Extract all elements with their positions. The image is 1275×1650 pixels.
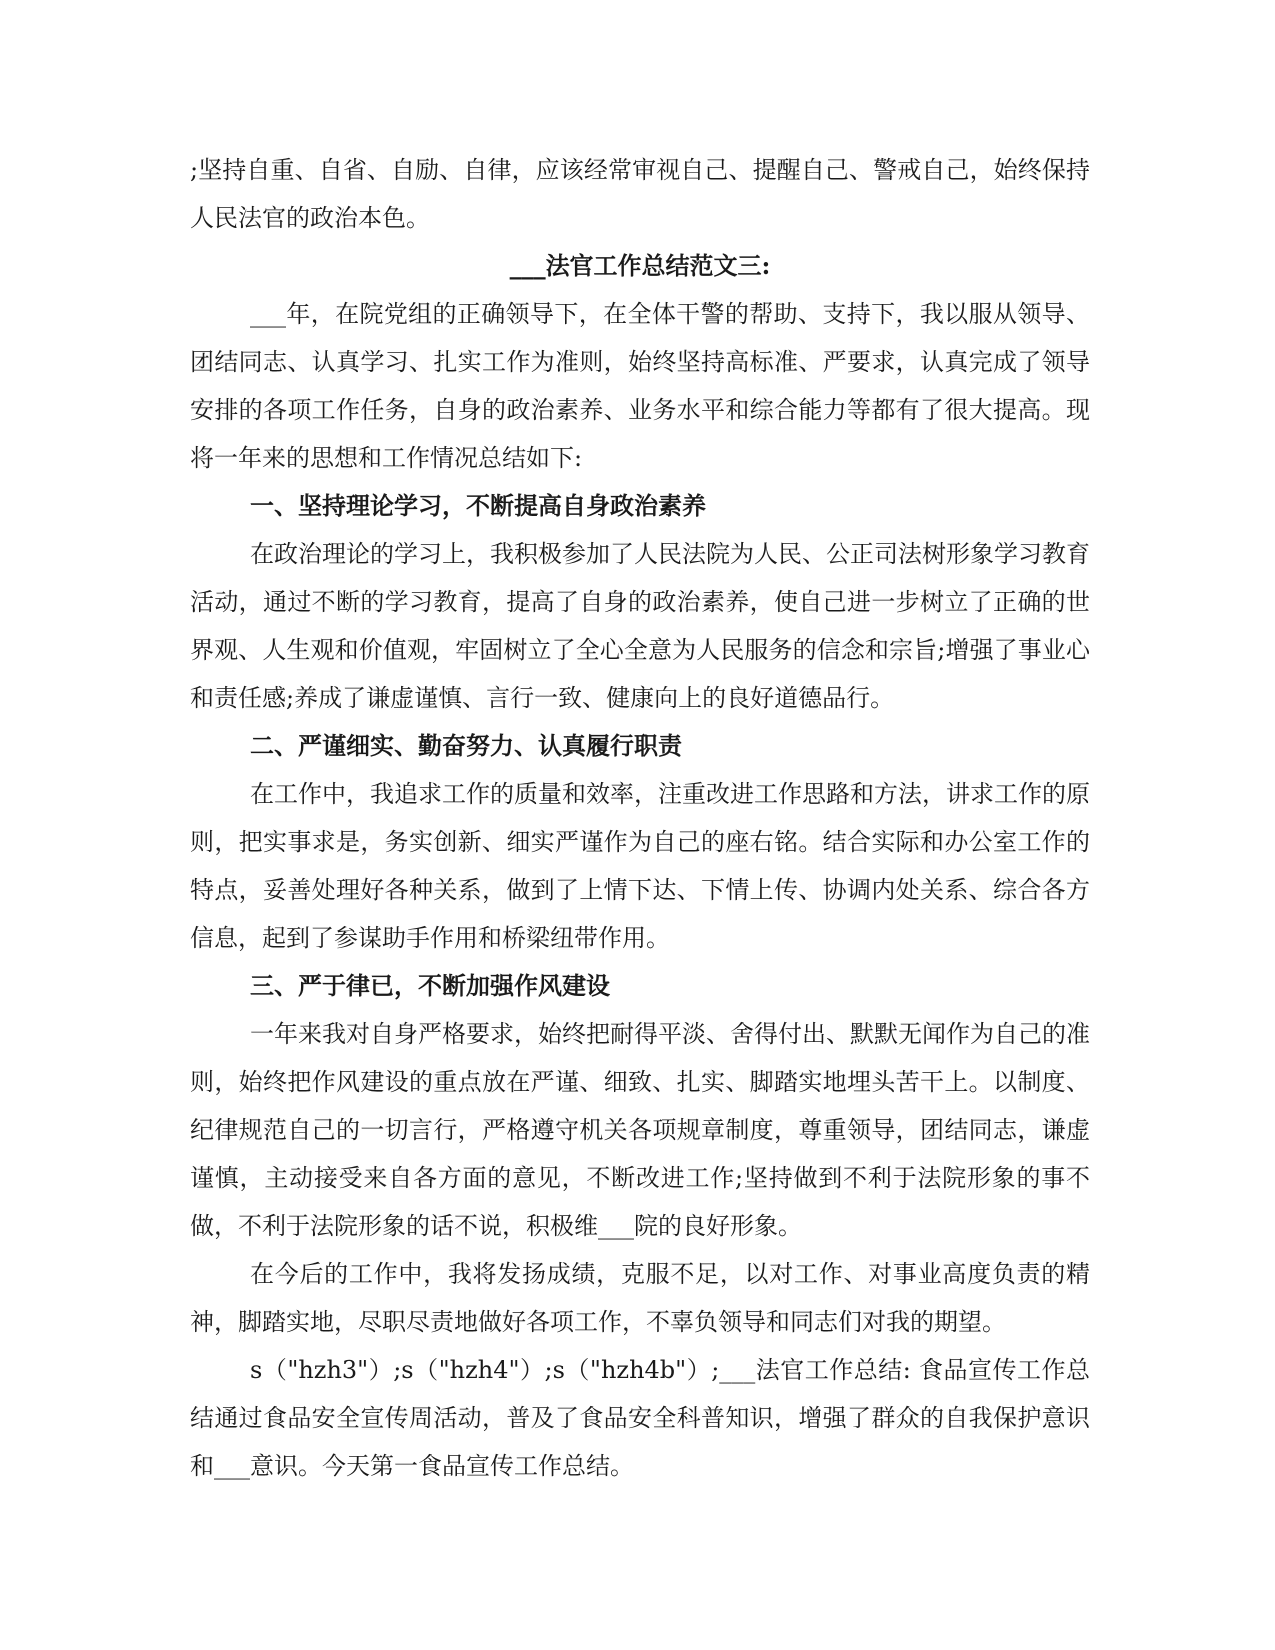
document-body xyxy=(190,146,1090,1490)
heading-1: 一、坚持理论学习，不断提高自身政治素养 xyxy=(250,491,706,520)
paragraph-food-summary: s（"hzh3"）;s（"hzh4"）;s（"hzh4b"）;___法官工作总结: 食品宣传工作总结通过食品安全宣传周活动，普及了食品安全科普知识，增强了群众的自我保护意识和___意识。今天第一食品宣传工作总结。 xyxy=(190,1356,1090,1480)
heading-3: 三、严于律已，不断加强作风建设 xyxy=(250,971,610,1000)
paragraph-discipline: 一年来我对自身严格要求，始终把耐得平淡、舍得付出、默默无闻作为自己的准则，始终把作风建设的重点放在严谨、细致、扎实、脚踏实地埋头苦干上。以制度、纪律规范自己的一切言行，严格遵守机关各项规章制度，尊重领导，团结同志，谦虚谨慎，主动接受来自各方面的意见，不断改进工作;坚持做到不利于法院形象的事不做，不利于法院形象的话不说，积极维___院的良好形象。 xyxy=(190,1020,1090,1240)
section-title: ___法官工作总结范文三: xyxy=(509,251,771,280)
paragraph-continuation: ;坚持自重、自省、自励、自律，应该经常审视自己、提醒自己、警戒自己，始终保持人民法官的政治本色。 xyxy=(190,156,1090,232)
heading-2: 二、严谨细实、勤奋努力、认真履行职责 xyxy=(250,731,682,760)
paragraph-intro: ___年，在院党组的正确领导下，在全体干警的帮助、支持下，我以服从领导、团结同志、认真学习、扎实工作为准则，始终坚持高标准、严要求，认真完成了领导安排的各项工作任务，自身的政治素养、业务水平和综合能力等都有了很大提高。现将一年来的思想和工作情况总结如下: xyxy=(190,300,1090,472)
paragraph-study: 在政治理论的学习上，我积极参加了人民法院为人民、公正司法树形象学习教育活动，通过不断的学习教育，提高了自身的政治素养，使自己进一步树立了正确的世界观、人生观和价值观，牢固树立了全心全意为人民服务的信念和宗旨;增强了事业心和责任感;养成了谦虚谨慎、言行一致、健康向上的良好道德品行。 xyxy=(190,540,1090,712)
paragraph-future: 在今后的工作中，我将发扬成绩，克服不足，以对工作、对事业高度负责的精神，脚踏实地，尽职尽责地做好各项工作，不辜负领导和同志们对我的期望。 xyxy=(190,1260,1090,1336)
paragraph-work: 在工作中，我追求工作的质量和效率，注重改进工作思路和方法，讲求工作的原则，把实事求是，务实创新、细实严谨作为自己的座右铭。结合实际和办公室工作的特点，妥善处理好各种关系，做到了上情下达、下情上传、协调内处关系、综合各方信息，起到了参谋助手作用和桥梁纽带作用。 xyxy=(190,780,1090,952)
